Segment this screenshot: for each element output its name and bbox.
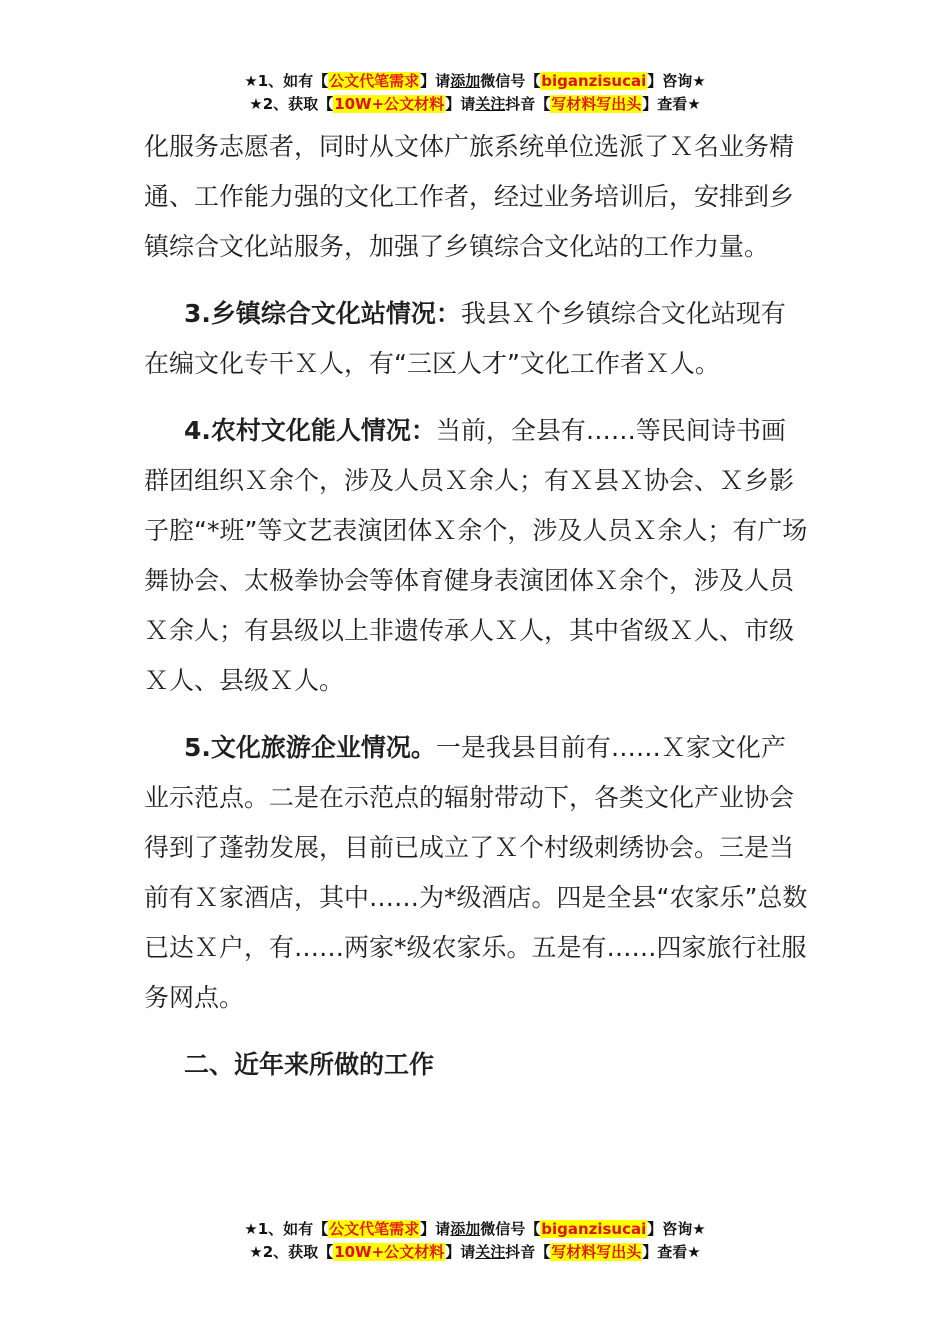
paragraph-text: 当前，全县有……等民间诗书画群团组织Ｘ余个，涉及人员Ｘ余人；有Ｘ县Ｘ协会、Ｘ乡影子腔“*班”等文艺表演团体Ｘ余个，涉及人员Ｘ余人；有广场舞协会、太极拳协会等体育健身表演团体Ｘ余个，涉及人员Ｘ余人；有县级以上非遗传承人Ｘ人，其中省级Ｘ人、市级Ｘ人、县级Ｘ人。 bbox=[144, 416, 808, 695]
banner-line-2 bbox=[0, 93, 950, 116]
paragraph-text: 一是我县目前有……Ｘ家文化产业示范点。二是在示范点的辐射带动下，各类文化产业协会得到了蓬勃发展，目前已成立了Ｘ个村级刺绣协会。三是当前有Ｘ家酒店，其中……为*级酒店。四是全县“农家乐”总数已达Ｘ户，有……两家*级农家乐。五是有……四家旅行社服务网点。 bbox=[144, 733, 808, 1012]
banner-highlight: 写材料写出头 bbox=[551, 1243, 642, 1261]
banner-text: 】请 bbox=[420, 1220, 451, 1238]
paragraph-text: 我县Ｘ个乡镇综合文化站现有在编文化专干Ｘ人，有“三区人才”文化工作者Ｘ人。 bbox=[144, 299, 786, 378]
banner-line-2 bbox=[0, 1241, 950, 1264]
banner-text: 抖音【 bbox=[505, 1243, 551, 1261]
banner-text: 】请 bbox=[445, 1243, 476, 1261]
banner-line-1 bbox=[0, 70, 950, 93]
banner-text: ★1、如有【 bbox=[244, 72, 329, 90]
banner-text: ★2、获取【 bbox=[249, 95, 334, 113]
banner-text: 】查看★ bbox=[642, 95, 701, 113]
document-body bbox=[144, 122, 808, 1090]
banner-highlight: 写材料写出头 bbox=[551, 95, 642, 113]
banner-highlight: biganzisucai bbox=[541, 1220, 647, 1238]
section-heading: 二、近年来所做的工作 bbox=[184, 1050, 435, 1079]
footer-banner bbox=[0, 1218, 950, 1264]
banner-highlight: 公文代笔需求 bbox=[329, 1220, 420, 1238]
paragraph-continuation: 化服务志愿者，同时从文体广旅系统单位选派了Ｘ名业务精通、工作能力强的文化工作者，经过业务培训后，安排到乡镇综合文化站服务，加强了乡镇综合文化站的工作力量。 bbox=[144, 132, 795, 261]
banner-text: ★1、如有【 bbox=[244, 1220, 329, 1238]
paragraph-heading: 4.农村文化能人情况： bbox=[184, 416, 436, 445]
banner-emphasis: 添加 bbox=[450, 72, 481, 90]
banner-emphasis: 添加 bbox=[450, 1220, 481, 1238]
banner-emphasis: 关注 bbox=[475, 95, 506, 113]
banner-highlight: biganzisucai bbox=[541, 72, 647, 90]
banner-line-1 bbox=[0, 1218, 950, 1241]
banner-text: 微信号【 bbox=[480, 72, 541, 90]
banner-highlight: 公文代笔需求 bbox=[329, 72, 420, 90]
banner-text: 微信号【 bbox=[480, 1220, 541, 1238]
banner-emphasis: 关注 bbox=[475, 1243, 506, 1261]
paragraph-heading: 5.文化旅游企业情况。 bbox=[184, 733, 436, 762]
banner-text: 】咨询★ bbox=[647, 72, 706, 90]
paragraph-3 bbox=[144, 289, 808, 389]
banner-highlight: 10W+公文材料 bbox=[334, 95, 445, 113]
banner-highlight: 10W+公文材料 bbox=[334, 1243, 445, 1261]
banner-text: 】请 bbox=[445, 95, 476, 113]
banner-text: 】咨询★ bbox=[647, 1220, 706, 1238]
banner-text: ★2、获取【 bbox=[249, 1243, 334, 1261]
header-banner bbox=[0, 70, 950, 116]
paragraph-5 bbox=[144, 723, 808, 1023]
banner-text: 】请 bbox=[420, 72, 451, 90]
paragraph-heading: 3.乡镇综合文化站情况： bbox=[184, 299, 461, 328]
paragraph-4 bbox=[144, 406, 808, 706]
banner-text: 抖音【 bbox=[505, 95, 551, 113]
banner-text: 】查看★ bbox=[642, 1243, 701, 1261]
